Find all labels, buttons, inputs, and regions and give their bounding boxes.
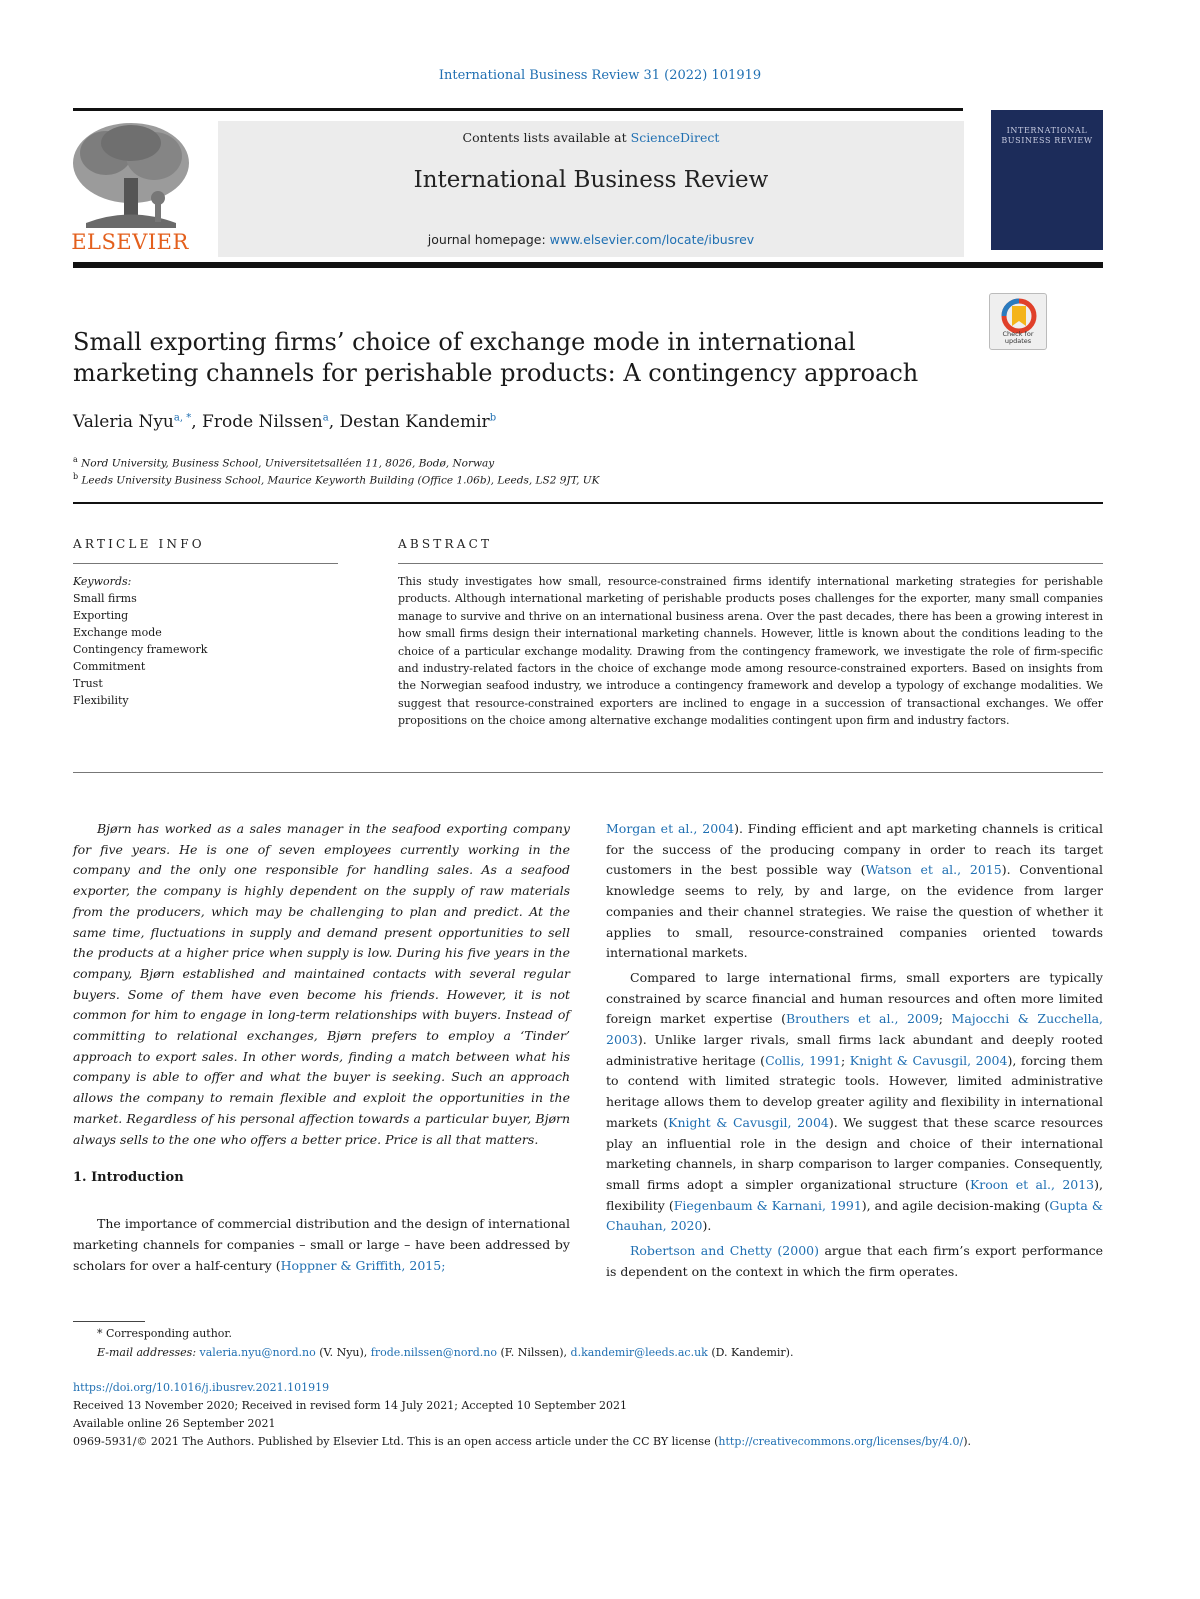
abstract-text: This study investigates how small, resource-constrained firms identify international marketing strategies for perishable products. Although international marketing of perishable products poses challenges for the exporter, many small companies manage to survive and thrive on an international business arena. Over the past decades, there has been a growing interest in how small firms design their international marketing channels. However, little is known about the conditions leading to the choice of a particular exchange modality. Drawing from the contingency framework, we investigate the role of firm-specific and industry-related factors in the choice of exchange mode among resource-constrained exporters. Based on insights from the Norwegian seafood industry, we introduce a contingency framework and develop a typology of exchange modalities. We suggest that resource-constrained exporters are inclined to engage in a succession of transactional exchanges. We offer propositions on the choice among alternative exchange modalities contingent upon firm and industry factors. bbox=[398, 575, 1103, 728]
citation-link[interactable]: Robertson and Chetty (2000) bbox=[630, 1243, 819, 1259]
license-line: 0969-5931/© 2021 The Authors. Published by Elsevier Ltd. This is an open access article under the CC BY license (http://creativecommons.org/licenses/by/4.0/). bbox=[73, 1435, 972, 1448]
journal-homepage-link[interactable]: www.elsevier.com/locate/ibusrev bbox=[549, 232, 755, 247]
doi-link[interactable]: https://doi.org/10.1016/j.ibusrev.2021.101919 bbox=[73, 1381, 330, 1394]
keyword: Small firms bbox=[73, 592, 137, 605]
header-rule-top bbox=[73, 108, 963, 111]
available-online-date: Available online 26 September 2021 bbox=[73, 1417, 276, 1430]
author-list: Valeria Nyu$^{a, *}$, Frode Nilssen$^a$, Destan Kandemir$^b$ bbox=[73, 412, 497, 432]
article-info-rule bbox=[73, 563, 338, 564]
corresponding-author-note: * Corresponding author. bbox=[97, 1327, 232, 1340]
article-title: Small exporting firms’ choice of exchange mode in international marketing channels for perishable products: A contingency approach bbox=[73, 328, 919, 387]
article-info-heading: ARTICLE INFO bbox=[73, 537, 205, 551]
citation-link[interactable]: Morgan et al., 2004 bbox=[606, 821, 735, 836]
abstract-rule bbox=[398, 563, 1103, 564]
check-for-updates-button[interactable] bbox=[989, 293, 1047, 350]
keyword: Exchange mode bbox=[73, 626, 162, 639]
contents-line: Contents lists available at ScienceDirect bbox=[462, 130, 720, 145]
email-link[interactable]: valeria.nyu@nord.no bbox=[199, 1346, 316, 1359]
citation-link[interactable]: Majocchi & Zucchella, 2003 bbox=[606, 1011, 1104, 1048]
citation-link[interactable]: Collis, 1991 bbox=[765, 1052, 841, 1068]
journal-citation[interactable]: International Business Review 31 (2022) 101919 bbox=[438, 68, 762, 83]
intro-paragraph: The importance of commercial distribution and the design of international marketing channels for companies – small or large – have been addressed by scholars for over a half-century (Hoppner & Griffith, 2015; bbox=[73, 1216, 570, 1273]
author-affil-marker[interactable]: a, * bbox=[173, 412, 192, 424]
keywords-list bbox=[73, 573, 338, 709]
keyword: Trust bbox=[73, 677, 103, 690]
citation-link[interactable]: Hoppner & Griffith, 2015; bbox=[280, 1258, 446, 1273]
check-updates-label: Check for updates bbox=[1002, 330, 1034, 345]
section-heading-introduction: 1. Introduction bbox=[73, 1170, 184, 1185]
abstract-heading: ABSTRACT bbox=[398, 537, 493, 551]
abstract-end-rule bbox=[73, 772, 1103, 773]
citation-link[interactable]: Brouthers et al., 2009 bbox=[785, 1011, 939, 1027]
author-name[interactable]: Destan Kandemir bbox=[339, 412, 490, 432]
affiliation-b: $^b$ Leeds University Business School, Maurice Keyworth Building (Office 1.06b), Leeds, LS2 9JT, UK bbox=[73, 472, 600, 487]
homepage-line: journal homepage: www.elsevier.com/locate/ibusrev bbox=[427, 232, 755, 247]
license-link[interactable]: http://creativecommons.org/licenses/by/4.0/ bbox=[718, 1435, 964, 1448]
author-name[interactable]: Frode Nilssen bbox=[202, 412, 323, 432]
citation-link[interactable]: Gupta & Chauhan, 2020 bbox=[606, 1197, 1103, 1234]
email-link[interactable]: frode.nilssen@nord.no bbox=[370, 1346, 497, 1359]
journal-masthead bbox=[218, 121, 964, 257]
received-dates: Received 13 November 2020; Received in revised form 14 July 2021; Accepted 10 September 2021 bbox=[73, 1399, 627, 1412]
body-paragraph: Morgan et al., 2004). Finding efficient and apt marketing channels is critical for the success of the producing company in order to reach its target customers in the best possible way (Watson et al., 2015). Conventional knowledge seems to rely, by and large, on the evidence from larger companies and their channel strategies. We raise the question of whether it applies to small, resource-constrained companies oriented towards international markets. bbox=[606, 821, 1104, 961]
author-name[interactable]: Valeria Nyu bbox=[73, 412, 174, 432]
keywords-label: Keywords: bbox=[73, 575, 132, 588]
citation-link[interactable]: Knight & Cavusgil, 2004 bbox=[668, 1114, 829, 1130]
title-block-rule bbox=[73, 502, 1103, 504]
keyword: Exporting bbox=[73, 609, 129, 622]
email-link[interactable]: d.kandemir@leeds.ac.uk bbox=[570, 1346, 708, 1359]
journal-cover-thumbnail bbox=[991, 110, 1103, 250]
author-affil-marker[interactable]: b bbox=[489, 412, 497, 424]
opening-vignette: Bjørn has worked as a sales manager in the seafood exporting company for five years. He is one of seven employees currently working in the company and the only one responsible for handling sales. As a seafood exporter, the company is highly dependent on the supply of raw materials from the producers, which may be challenging to plan and predict. At the same time, fluctuations in supply and demand present opportunities to sell the products at a higher price when supply is low. During his five years in the company, Bjørn established and maintained contacts with several regular buyers. Some of them have even become his friends. However, it is not common for him to engage in long-term relationships with buyers. Instead of committing to relational exchanges, Bjørn prefers to employ a ‘Tinder’ approach to export sales. In other words, finding a match between what his company is able to offer and what the buyer is seeking. Such an approach allows the company to remain flexible and exploit the opportunities in the market. Regardless of his personal affection towards a particular buyer, Bjørn always sells to the one who offers a better price. Price is all that matters. bbox=[73, 821, 570, 1147]
publisher-wordmark: ELSEVIER bbox=[71, 230, 189, 254]
article-meta bbox=[73, 1379, 1103, 1451]
citation-link[interactable]: Fiegenbaum & Karnani, 1991 bbox=[673, 1197, 862, 1213]
affiliation-a: $^a$ Nord University, Business School, Universitetsalléen 11, 8026, Bodø, Norway bbox=[73, 455, 495, 470]
journal-title: International Business Review bbox=[413, 167, 769, 193]
body-paragraph: Compared to large international firms, small exporters are typically constrained by scarce financial and human resources and often more limited foreign market expertise (Brouthers et al., 2009; Majocchi & Zucchella, 2003). Unlike larger rivals, small firms lack abundant and deeply rooted administrative heritage (Collis, 1991; Knight & Cavusgil, 2004), forcing them to contend with limited strategic tools. However, limited administrative heritage allows them to develop greater agility and flexibility in international markets (Knight & Cavusgil, 2004). We suggest that these scarce resources play an influential role in the design and choice of their international marketing channels, in sharp comparison to larger companies. Consequently, small firms adopt a simpler organizational structure (Kroon et al., 2013), flexibility (Fiegenbaum & Karnani, 1991), and agile decision-making (Gupta & Chauhan, 2020). bbox=[606, 969, 1104, 1234]
header-rule-bottom bbox=[73, 262, 1103, 268]
sciencedirect-link[interactable]: ScienceDirect bbox=[630, 130, 720, 145]
cover-title: INTERNATIONAL BUSINESS REVIEW bbox=[1001, 126, 1093, 145]
keyword: Commitment bbox=[73, 660, 146, 673]
email-addresses-note: E-mail addresses: valeria.nyu@nord.no (V. Nyu), frode.nilssen@nord.no (F. Nilssen), d.kandemir@leeds.ac.uk (D. Kandemir). bbox=[97, 1346, 794, 1359]
footnote-rule bbox=[73, 1321, 145, 1322]
right-column bbox=[606, 819, 1103, 1286]
citation-link[interactable]: Watson et al., 2015 bbox=[865, 862, 1002, 878]
author-affil-marker[interactable]: a bbox=[322, 412, 329, 424]
body-paragraph: Robertson and Chetty (2000) argue that each firm’s export performance is dependent on the context in which the firm operates. bbox=[606, 1243, 1104, 1279]
citation-link[interactable]: Kroon et al., 2013 bbox=[969, 1176, 1095, 1192]
keyword: Contingency framework bbox=[73, 643, 208, 656]
citation-link[interactable]: Knight & Cavusgil, 2004 bbox=[849, 1052, 1008, 1068]
keyword: Flexibility bbox=[73, 694, 129, 707]
